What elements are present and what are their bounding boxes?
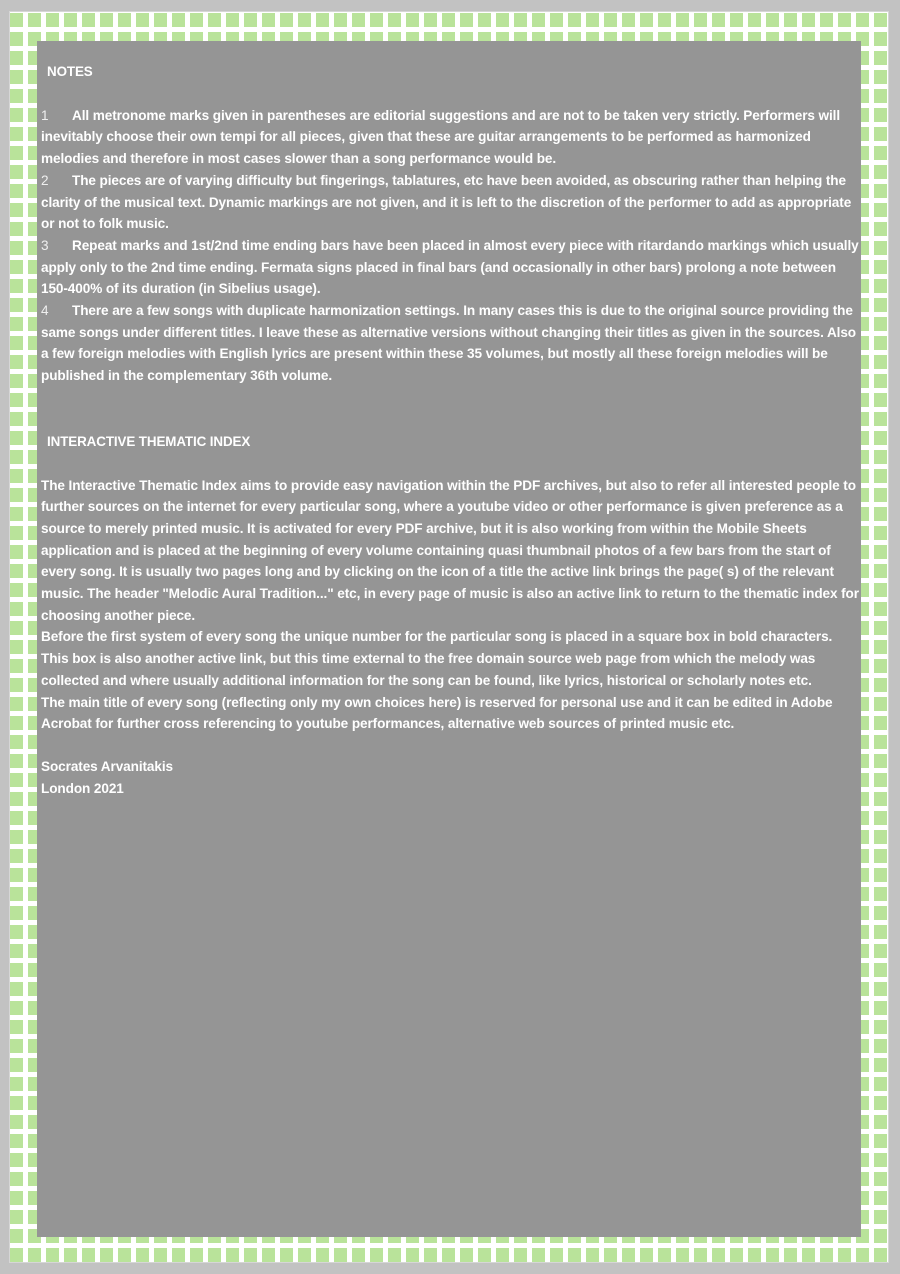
note-text: All metronome marks given in parentheses are editorial suggestions and are not to be taken very strictly. Performers will inevitably choose their own tempi for all pieces, given that these are guitar arrangements to be performed as harmonized melodies and therefore in most cases slower than a song performance would be.: [41, 107, 841, 167]
note-item-1: [41, 105, 859, 170]
index-paragraph: The main title of every song (reflecting only my own choices here) is reserved for personal use and it can be edited in Adobe Acrobat for further cross referencing to youtube performances, alternative web sources of printed music etc.: [41, 694, 833, 732]
note-text: Repeat marks and 1st/2nd time ending bars have been placed in almost every piece with ritardando markings which usually apply only to the 2nd time ending. Fermata signs placed in final bars (and occasionally in other bars) prolong a note between 150-400% of its duration (in Sibelius usage).: [41, 237, 859, 297]
note-item-3: [41, 235, 859, 300]
place-date: London 2021: [41, 780, 124, 796]
author-name: Socrates Arvanitakis: [41, 758, 173, 774]
notes-list: [41, 105, 859, 387]
note-number: 2: [41, 172, 49, 188]
section-spacer: [41, 387, 859, 431]
note-number: 3: [41, 237, 49, 253]
notes-heading: NOTES: [47, 64, 93, 79]
note-item-4: [41, 300, 859, 387]
signature-block: [41, 756, 859, 799]
content-panel: [37, 41, 861, 1237]
note-number: 1: [41, 107, 49, 123]
note-item-2: [41, 170, 859, 235]
thematic-index-body: [41, 475, 859, 735]
thematic-index-heading: INTERACTIVE THEMATIC INDEX: [47, 433, 251, 449]
index-paragraph: The Interactive Thematic Index aims to provide easy navigation within the PDF archives, but also to refer all interested people to further sources on the internet for every particular song, where a youtube video or other performance is given preference as a source to merely printed music. It is activated for every PDF archive, but it is also working from within the Mobile Sheets application and is placed at the beginning of every volume containing quasi thumbnail photos of a few bars from the start of every song. It is usually two pages long and by clicking on the icon of a title the active link brings the page( s) of the relevant music. The header "Melodic Aural Tradition..." etc, in every page of music is also an active link to return to the thematic index for choosing another piece.: [41, 477, 859, 623]
index-paragraph: Before the first system of every song the unique number for the particular song is placed in a square box in bold characters. This box is also another active link, but this time external to the free domain source web page from which the melody was collected and where usually additional information for the song can be found, like lyrics, historical or scholarly notes etc.: [41, 629, 833, 688]
note-text: There are a few songs with duplicate harmonization settings. In many cases this is due to the original source providing the same songs under different titles. I leave these as alternative versions without changing their titles as given in the sources. Also a few foreign melodies with English lyrics are present within these 35 volumes, but mostly all these foreign melodies will be published in the complementary 36th volume.: [41, 303, 856, 384]
note-text: The pieces are of varying difficulty but fingerings, tablatures, etc have been avoided, as obscuring rather than helping the clarity of the musical text. Dynamic markings are not given, and it is left to the discretion of the performer to add as appropriate or not to folk music.: [41, 172, 852, 232]
note-number: 4: [41, 303, 49, 319]
